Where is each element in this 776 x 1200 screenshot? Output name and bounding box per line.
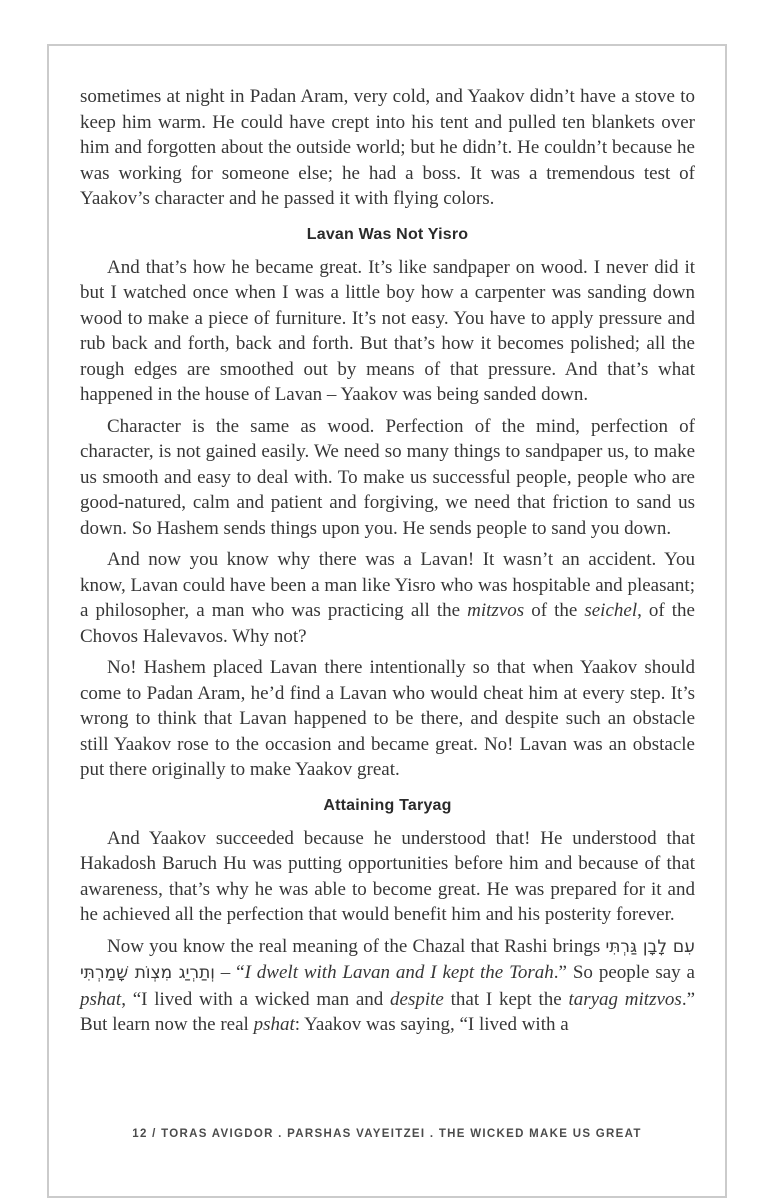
text-segment: of the: [524, 600, 585, 621]
paragraph: [80, 414, 695, 542]
text-segment: that I kept the: [443, 988, 569, 1010]
page-body: [49, 46, 725, 1038]
text-segment: pshat: [253, 1014, 295, 1035]
text-segment: , “I lived with a wicked man and: [121, 988, 391, 1010]
text-segment: taryag mitzvos: [568, 988, 682, 1010]
paragraph: [80, 547, 695, 649]
text-segment: despite: [390, 988, 444, 1010]
text-segment: mitzvos: [467, 600, 525, 621]
text-segment: And that’s how he became great. It’s like sandpaper on wood. I never did it but I watched once when I was a little boy how a carpenter was sanding down wood to make a piece of furniture. It’s not easy. You have to apply pressure and rub back and forth, back and forth. But that’s how it becomes polished; all the rough edges are smoothed out by means of that pressure. And that’s what happened in the house of Lavan – Yaakov was being sanded down.: [80, 256, 695, 405]
text-segment: pshat: [80, 988, 122, 1010]
text-segment: .” But learn now the real: [80, 988, 695, 1035]
text-segment: sometimes at night in Padan Aram, very cold, and Yaakov didn’t have a stove to keep him warm. He could have crept into his tent and pulled ten blankets over him and forgotten about the outside world; but he didn’t. He couldn’t because he was working for someone else; he had a boss. It was a tremendous test of Yaakov’s character and he passed it with flying colors.: [80, 86, 695, 209]
text-segment: I dwelt with Lavan and I kept the Torah: [244, 962, 554, 983]
text-segment: Now you know the real meaning of the Chazal that Rashi brings: [107, 935, 606, 957]
page-footer: 12 / TORAS AVIGDOR . PARSHAS VAYEITZEI . THE WICKED MAKE US GREAT: [132, 1128, 642, 1140]
paragraph: [80, 255, 695, 408]
text-segment: , of the Chovos Halevavos. Why not?: [80, 600, 695, 647]
section-heading-lavan-was-not-yisro: Lavan Was Not Yisro: [306, 225, 469, 243]
text-segment: .” So people say a: [553, 962, 695, 983]
page-sheet: [47, 44, 727, 1198]
paragraph: [80, 655, 695, 783]
text-segment: – “: [214, 962, 245, 983]
text-segment: Character is the same as wood. Perfection of the mind, perfection of character, is not gained easily. We need so many things to sandpaper us, to make us smooth and easy to deal with. To make us successful people, people who are good-natured, calm and patient and forgiving, we need that friction to sand us down. So Hashem sends things upon you. He sends people to sand you down.: [80, 415, 695, 539]
text-segment: And now you know why there was a Lavan! It wasn’t an accident. You know, Lavan could have been a man like Yisro who was hospitable and pleasant; a philosopher, a man who was practicing all the: [80, 549, 695, 621]
paragraph-continued: [80, 84, 695, 212]
text-segment: : Yaakov was saying, “I lived with a: [294, 1014, 569, 1035]
paragraph: [80, 934, 695, 1038]
hebrew-phrase: עִם לָבָן גַּרְתִּי וְתַרְיַג מִצְוֹת שָׁמַרְתִּי: [80, 936, 695, 983]
text-segment: No! Hashem placed Lavan there intentionally so that when Yaakov should come to Padan Aram, he’d find a Lavan who would cheat him at every step. It’s wrong to think that Lavan happened to be there, and despite such an obstacle still Yaakov rose to the occasion and became great. No! Lavan was an obstacle put there originally to make Yaakov great.: [80, 657, 695, 780]
section-heading-attaining-taryag: Attaining Taryag: [323, 796, 452, 814]
text-segment: And Yaakov succeeded because he understood that! He understood that Hakadosh Baruch Hu was putting opportunities before him and because of that awareness, that’s why he was able to become great. He was prepared for it and he achieved all the perfection that would benefit him and his posterity forever.: [80, 827, 695, 925]
paragraph: [80, 826, 695, 928]
text-segment: seichel: [584, 600, 638, 621]
